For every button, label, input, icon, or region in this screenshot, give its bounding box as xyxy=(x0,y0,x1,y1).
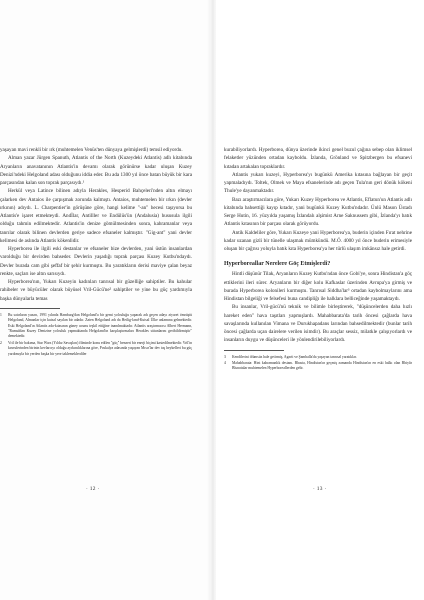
paragraph: Hintli düşünür Tilak, Aryanların Kuzey Kutbu'ndan önce Gobi'ye, sonra Hindistan'a göç ettiklerini ileri sürer. Aryanların bir diğer kolu Kafkaslar üzerinden Avrupa'ya girmiş ve burada Hyperborea kolonileri kurmuştu. Tanrısal Siddha'lar³ ortadan kaybolmaylarını ama Hindistan bilgeliği ve felsefesi buna candipliğı ile halklara belliceğinde yaşamaktaydı. xyxy=(224,271,412,302)
paragraph: yaşayan mavi renkli bir ırk (muhtemelen Venüs'ten dünyaya gelmişlerdi) temsil ediyordu. xyxy=(0,147,183,153)
footnote-number: 2 xyxy=(0,340,2,345)
paragraph: Alman yazar Jürgen Spanuth, Atlantis of the North (Kuzeydeki Atlantis) adlı kitabında Aryanların anavatanının Atlantis'in devamı olarak görünürse kadar uluşan Kuzey Denizi'ndeki Helgoland adası olduğunu iddia eder. Bu ada 1300 yıl önce batan büyük bir kara parçasından kalan son toprak parçasıydı.¹ xyxy=(0,155,192,186)
paragraph: Hyperborea'nın, Yukarı Kuzeyin kadınları tanrısal bir güzelliğe sahiptiler. Bu kahular rahibeler ve büyücüler olarak büyüsel Vril-Gücü'ne² sahiptiler ve yine bu güç yardımıyla başka dünyalarla temas xyxy=(0,279,192,302)
paragraph: Atlantis yukarı kuzeyi, Hyperborea'yı bugünkü Amerika kıtasına bağlayan bir geçit yapmaladıydı. Toltek, Olmek ve Maya efsanelerinde adı geçen Tula'nın geri dönük kökeni Thule'ye dayanmaktadır. xyxy=(224,171,412,195)
footnote-text: Kendilerini ölümsüz hale getirmiş, Agarti ve Şamballa'da yaşayan tanrısal yaratıklar. xyxy=(232,354,357,359)
footnote-number: 3 xyxy=(224,354,226,359)
footnote-number: 1 xyxy=(0,312,2,317)
paragraph: Herkül veya Latince bilinen adıyla Herakles, Hesperid Bahçeleri'nden altın elmayı çalarken dev Antaios ile çarpışmak zorunda kalmıştı. Antaios, muhtemelen bir ırkın (devler ırkının) adıydı. L. Charpentier'in görüşüne göre, hangi kelime "-an" hecesi taşıyorsa bu Atlantis'e işaret etmekteydi. Andİlar, Antilller ve Endülüs'ün (Andalusia) hususula ilgili olduğu tahmin edilmektedir. Atlantis'in denize gömülmesinden sonra, kahramanlar veya tanrılar olarak bilinen devlerden geriye sadece efsaneler kalmıştır. "Gig-ant" yani devler kelimesi de aslında Atlantis kökenlidir. xyxy=(0,188,192,244)
paragraph: Hyperborea ile ilgili eski destanlar ve efsaneler bize devlerden, yani üstün insanlardan varolduğu bir devirden bahseder. Devlerin yaşadığı toprak parçası Kuzey Kutbu'ndaydı. Devler burada cam gibi şeffaf bir şehir kurmuştu. Bu yaratıkların derisi maviye çalan beyaz renkte, saçları ise altın sarısıydı. xyxy=(0,246,192,277)
footnote-divider xyxy=(0,308,60,309)
paragraph: Antik Kaldeliler göre, Yukarı Kuzeye yani Hyperborea'ya, buderin içinden Fırat nehrine kadar uzanan gizli bir tünelle ulaşmak mümkündü. M.Ö. 4000 yıl önce buderin erimesiyle oluşan bir çağrısı yoluyla batık kıta Hyperborea'ya her türlü ulaşım imkânsız hale getirdi. xyxy=(224,229,412,252)
paragraph: kurabiliyorlardı. Hyperborea, dünya üzerinde ikinci genel buzul çağına sebep olan iklimsel felaketler yüzünden ortadan kayboldu. İzlanda, Grönland ve Spitzbergen bu efsanevi kıtadan artakalan topraklardır. xyxy=(224,147,412,170)
page-number: · 13 · xyxy=(313,486,327,492)
footnote-text: Vril ile bir bakıma, Star Wars (Yıldız Savaşları) filminde konu edilen "güç" benzeri bir enerji biçimi kastedilmektedir. Vril'in kavrulerinden birinin kevlarcıyı olduğu ayrkınılıklarına göre, Poskalya adasında yaşayan Mısır'lar dev taş heykelleri bu güç yardımıyla bir yerden başka bir yere taklemeklerdiler xyxy=(8,340,192,356)
left-page xyxy=(0,0,210,600)
page-number: · 12 · xyxy=(86,486,100,492)
footnote-number: 4 xyxy=(224,360,226,365)
footnote-divider xyxy=(224,350,284,351)
paragraph: Bu insanlar, Vril-gücü'nü teknik ve bilimle birleştirerek, "düşüncelerden daha hızlı hareket eden" hava taşıtları yapmışlardı. Mahabbarata'da tarih öncesi çağlarda hava savaşlarında kullanılan Vimana ve Durukhapadans larından bahsedilmektedir (bunlar tarih öncesi çağlarda uçan dairelere verilen isimdir). Bu araçlar sessiz, milatkle çalışıyorlardı ve insanların duygu ve düşünceleri ile yönlendirilebiliyorlardı. xyxy=(224,304,412,344)
footnote xyxy=(224,361,412,372)
left-text-block xyxy=(0,146,192,358)
footnote xyxy=(224,355,412,360)
footnote xyxy=(0,341,192,357)
footnote-text: Mahabbarata: Hint kahramanlık destanı. Bhasta, Hindistan'ın geçmiş zamanda Hindistan'ın en eski halkı olan Bhiyûr Bharatalar muhtemelen Hyperboreallerden gelir. xyxy=(232,360,412,371)
footnotes xyxy=(224,355,412,372)
right-page xyxy=(216,0,424,600)
right-text-block xyxy=(224,146,412,373)
footnote xyxy=(0,313,192,340)
footnote-text: Bu satırların yazarı, 1991 yılında Hamburg'dan Helgoland'a bir gemi yolculuğu yaparak adı geçen adayı ziyaret ömrüştü Helgoland, Almanlar için kutsal sayılan bir adadır. Zaten Helgoland adı da Heilig-land-Kutsal Ülke anlamına gelmektedir. Eski Helgoland'ın Atlantis ada-kıtasının güney ucunu teşkil ettiğine inanılmaktadır. Atlantis araştırmacısı Albert Hermann, "Rumuldan Kuzey Denizine yolculuk yapmaktanda Helgoland'ın karşılaştırmaları Herakles sütunlarını geribildirmiştir" demektedir. xyxy=(8,312,192,339)
footnotes xyxy=(0,313,192,357)
section-heading: Hyperboreallar Nerelere Göç Etmişlerdi? xyxy=(224,261,331,268)
paragraph: Bazı araştırmacılara göre, Yukarı Kuzey Hyperborea ve Atlantis, Eflatun'un Atlantis adlı kitabında bahsettiği kayıp kıtadır, yani bugünkü Kuzey Kutbu'ndadır. Ünlü Mason Üstadı Serge Hutin, 16. yüzyılda yaşamış İzlandalı alşimist Arne Saknussem gibi, İzlanda'yı batık Atlantis kıtasının bir parçası olarak görüyordu. xyxy=(224,196,412,228)
